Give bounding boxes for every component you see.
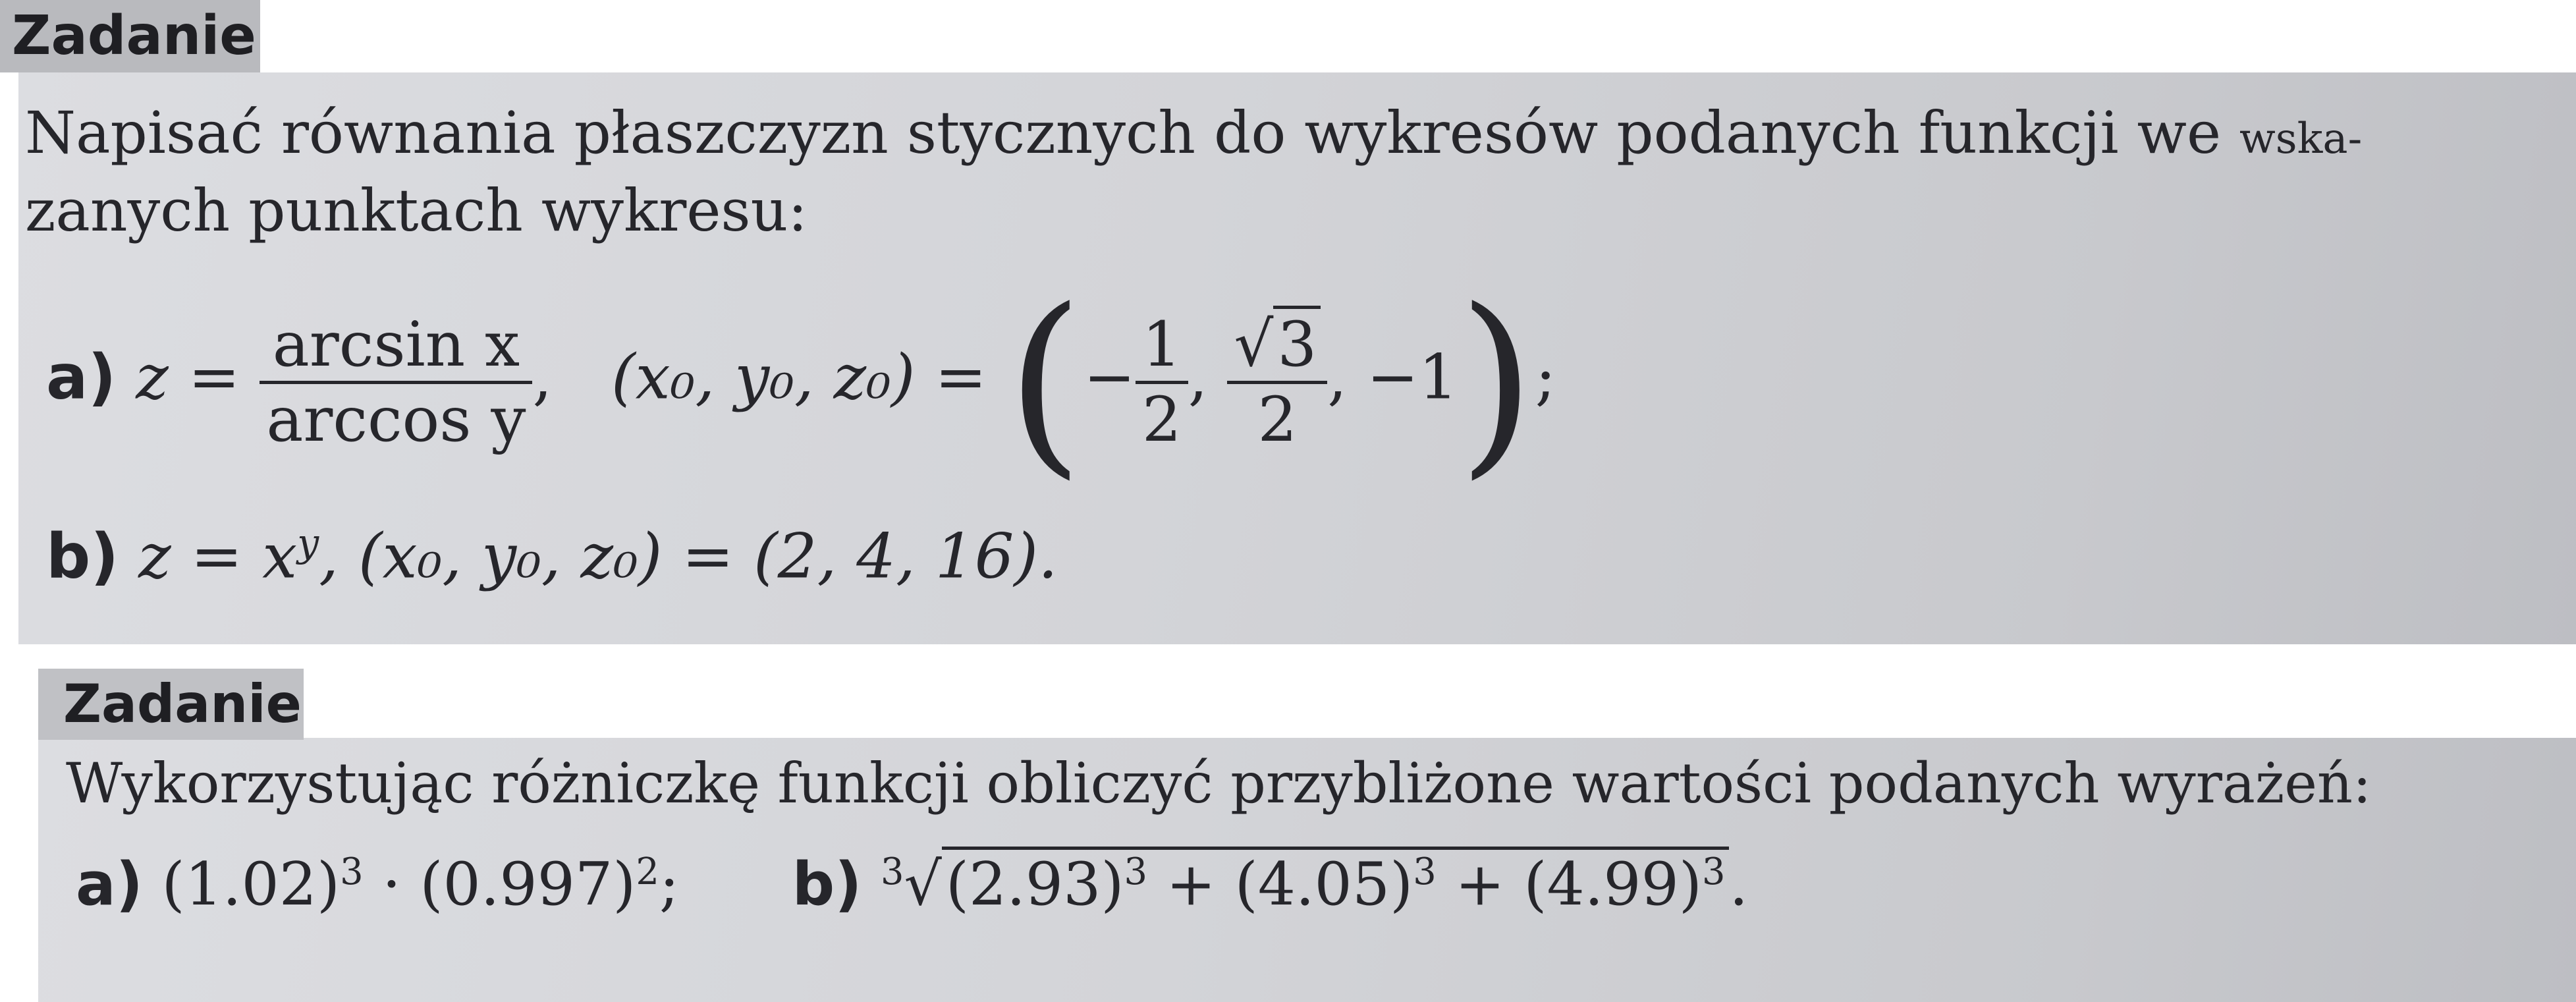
sqrt-symbol: √ <box>1234 308 1274 381</box>
exp: 3 <box>340 850 364 893</box>
sep-minus-one: , −1 <box>1327 341 1458 414</box>
item-b-point: , (x₀, y₀, z₀) = (2, 4, 16). <box>319 520 1058 593</box>
comma: , <box>532 341 553 414</box>
exp: 3 <box>1413 850 1437 893</box>
task1-item-b <box>46 520 1058 592</box>
semicolon: ; <box>1535 341 1556 414</box>
task2-intro: Wykorzystując różniczkę funkcji obliczyć przybliżone wartości podanych wyrażeń: <box>66 751 2372 816</box>
task2-a-term2: · (0.997) <box>363 850 636 919</box>
sqrt3-fraction <box>1227 309 1327 456</box>
term: (2.93) <box>945 850 1124 919</box>
exp: 3 <box>1701 850 1726 893</box>
task1-intro-text: Napisać równania płaszczyzn stycznych do wykresów podanych funkcji we <box>25 99 2222 167</box>
item-a-fraction <box>260 309 532 456</box>
sqrt3-den: 2 <box>1227 381 1327 456</box>
task1-intro-line2: zanych punktach wykresu: <box>25 177 808 244</box>
cube-root-symbol: √ <box>904 850 942 919</box>
item-b-label: b) <box>46 520 119 593</box>
right-paren: ) <box>1458 267 1535 497</box>
period: . <box>1729 850 1749 919</box>
task2-heading: Zadanie <box>38 669 304 740</box>
task1-intro-hyphen: wska- <box>2239 115 2363 163</box>
item-a-lhs: z = <box>136 341 240 414</box>
left-paren: ( <box>1006 267 1084 497</box>
item-b-exponent: y <box>297 520 319 565</box>
term: + (4.99) <box>1436 850 1702 919</box>
task2-item-a-label: a) <box>76 850 143 919</box>
half-den: 2 <box>1136 381 1188 456</box>
item-a-point: (x₀, y₀, z₀) = <box>611 341 987 414</box>
item-b-expr: z = x <box>138 520 298 593</box>
term: + (4.05) <box>1147 850 1413 919</box>
task1-intro-line1 <box>25 99 2362 167</box>
minus: − <box>1083 341 1136 414</box>
task2-item-b-label: b) <box>792 850 862 919</box>
task1-item-a <box>46 267 1556 497</box>
fraction-numerator: arcsin x <box>272 308 520 381</box>
task2-a-term1: (1.02) <box>161 850 341 919</box>
half-fraction <box>1136 309 1188 456</box>
half-num: 1 <box>1141 308 1182 381</box>
sep: , <box>1188 341 1208 414</box>
radicand: 3 <box>1273 306 1321 381</box>
task1-heading: Zadanie <box>0 0 260 72</box>
sqrt3-num <box>1227 309 1327 381</box>
item-a-label: a) <box>46 341 117 414</box>
radicand <box>942 847 1730 919</box>
fraction-denominator: arccos y <box>260 381 532 456</box>
root-index: 3 <box>880 850 904 893</box>
exp: 3 <box>1124 850 1147 893</box>
exp: 2 <box>636 850 659 893</box>
task2-items <box>76 850 1748 919</box>
semicolon: ; <box>659 850 680 919</box>
